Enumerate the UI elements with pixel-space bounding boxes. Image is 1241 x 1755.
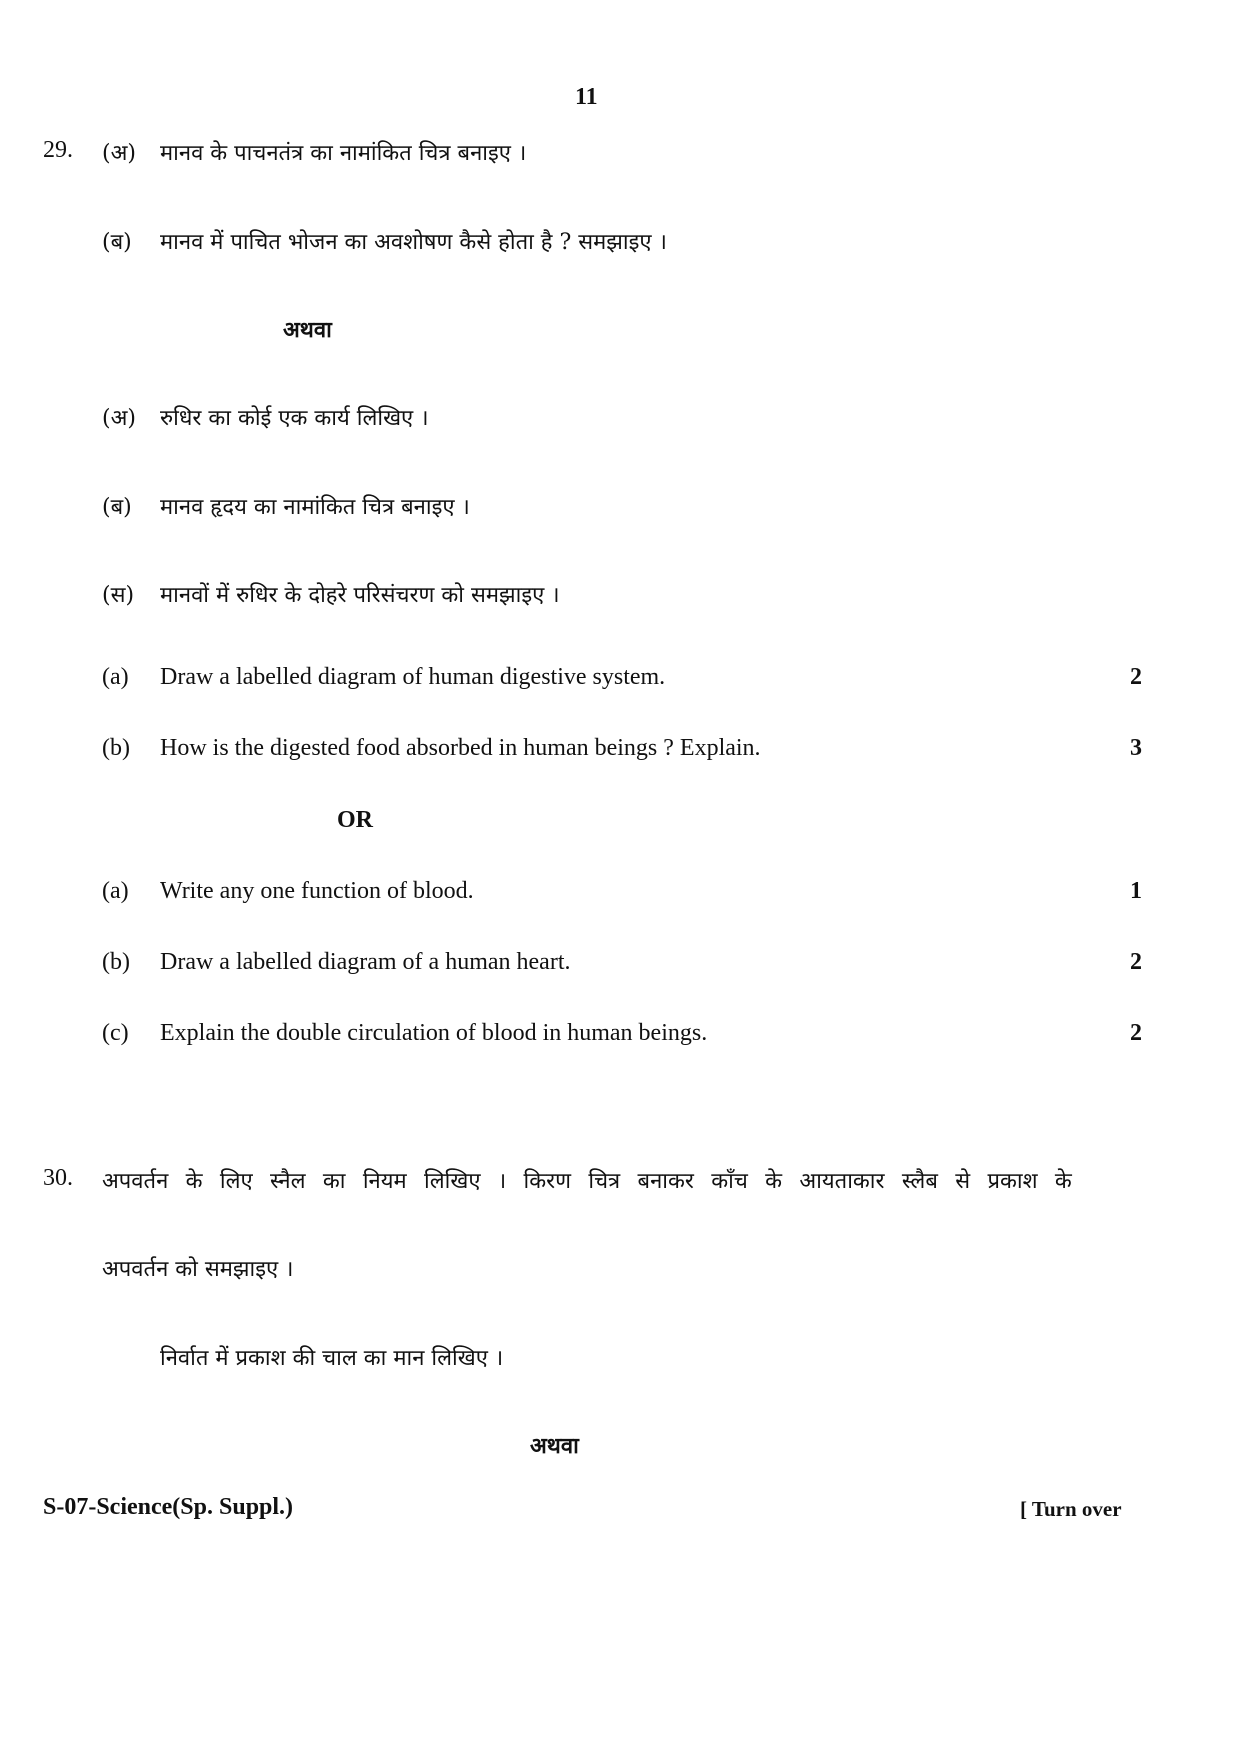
q30-word: स्नैल: [270, 1169, 306, 1194]
q29-hindi-or-b-text: मानव हृदय का नामांकित चित्र बनाइए ।: [160, 495, 470, 520]
footer-code: S-07-Science(Sp. Suppl.): [43, 1494, 294, 1520]
q29-english-or-c-marks: 2: [1130, 1020, 1142, 1046]
q30-word: ।: [497, 1169, 507, 1194]
q30-line-2: अपवर्तन को समझाइए ।: [102, 1257, 294, 1282]
footer-turn-over: [ Turn over: [1020, 1497, 1122, 1521]
q29-hindi-or: अथवा: [283, 317, 332, 343]
page-number: 11: [575, 84, 598, 110]
q29-hindi-b-text: मानव में पाचित भोजन का अवशोषण कैसे होता है ? समझाइए ।: [160, 230, 667, 255]
q30-word: नियम: [362, 1169, 407, 1194]
q30-word: का: [322, 1169, 346, 1194]
question-29-number: 29.: [43, 137, 73, 163]
q29-english-or-a-label: (a): [102, 878, 129, 904]
q30-word: के: [1054, 1169, 1072, 1194]
q29-english-a-text: Draw a labelled diagram of human digestive system.: [160, 664, 666, 690]
q30-word: स्लैब: [901, 1169, 938, 1194]
q30-word: चित्र: [588, 1169, 621, 1194]
q30-word: से: [955, 1169, 971, 1194]
q29-english-b-label: (b): [102, 735, 130, 761]
q29-english-a-marks: 2: [1130, 664, 1142, 690]
q29-hindi-or-c-text: मानवों में रुधिर के दोहरे परिसंचरण को समझाइए ।: [160, 583, 560, 608]
q29-hindi-or-b-label: (ब): [102, 495, 132, 520]
q29-english-or-c-text: Explain the double circulation of blood in human beings.: [160, 1020, 708, 1046]
q29-hindi-a-label: (अ): [102, 141, 136, 166]
q30-word: लिखिए: [424, 1169, 481, 1194]
q30-word: अपवर्तन: [102, 1169, 169, 1194]
q30-word: बनाकर: [637, 1169, 694, 1194]
q30-word: के: [185, 1169, 203, 1194]
q29-hindi-b-label: (ब): [102, 230, 132, 255]
q30-word: लिए: [219, 1169, 253, 1194]
q30-word: काँच: [711, 1169, 748, 1194]
q30-word: आयताकार: [799, 1169, 885, 1194]
q29-english-or-b-label: (b): [102, 949, 130, 975]
q29-english-or-a-text: Write any one function of blood.: [160, 878, 474, 904]
q29-english-a-label: (a): [102, 664, 129, 690]
q29-english-or-b-text: Draw a labelled diagram of a human heart.: [160, 949, 571, 975]
q29-english-or-a-marks: 1: [1130, 878, 1142, 904]
q29-hindi-a-text: मानव के पाचनतंत्र का नामांकित चित्र बनाइए ।: [160, 141, 527, 166]
q29-hindi-or-a-text: रुधिर का कोई एक कार्य लिखिए ।: [160, 406, 429, 431]
question-30-number: 30.: [43, 1165, 73, 1191]
q30-line-1: [102, 1165, 1072, 1195]
q30-line-3: निर्वात में प्रकाश की चाल का मान लिखिए ।: [160, 1346, 504, 1371]
q29-english-or: OR: [337, 807, 373, 833]
q29-english-or-b-marks: 2: [1130, 949, 1142, 975]
q30-word: प्रकाश: [987, 1169, 1038, 1194]
q29-english-b-text: How is the digested food absorbed in human beings ? Explain.: [160, 735, 761, 761]
q30-word: किरण: [523, 1169, 572, 1194]
q30-or: अथवा: [530, 1433, 579, 1459]
q29-english-b-marks: 3: [1130, 735, 1142, 761]
q29-hindi-or-c-label: (स): [102, 583, 135, 608]
q30-word: के: [765, 1169, 783, 1194]
q29-english-or-c-label: (c): [102, 1020, 129, 1046]
q29-hindi-or-a-label: (अ): [102, 406, 136, 431]
